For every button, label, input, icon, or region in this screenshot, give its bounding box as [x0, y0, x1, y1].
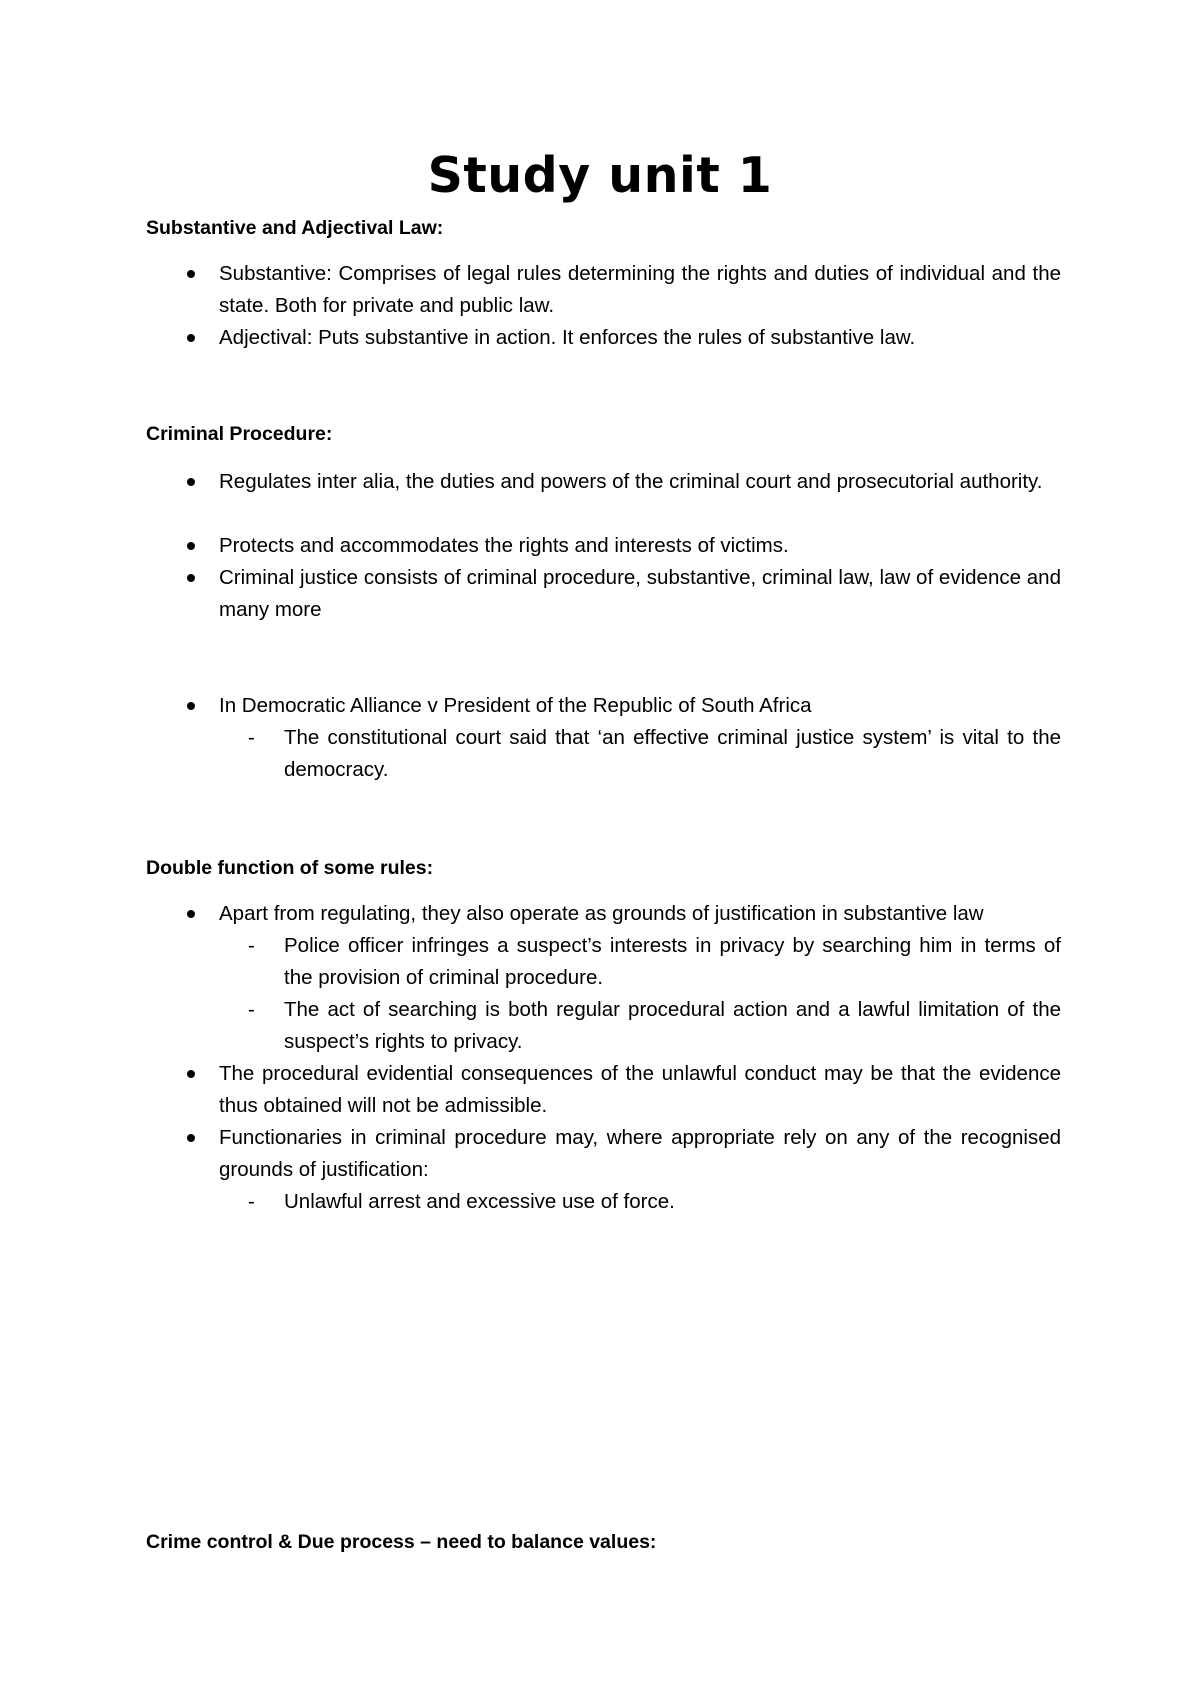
- sub-list-item: - The constitutional court said that ‘an effective criminal justice system’ is vital to the democracy.: [284, 722, 1061, 786]
- page-title: Study unit 1: [427, 147, 773, 204]
- list-item: Protects and accommodates the rights and interests of victims.: [219, 530, 1061, 562]
- list-item: Regulates inter alia, the duties and powers of the criminal court and prosecutorial authority.: [219, 466, 1061, 498]
- list-item: Adjectival: Puts substantive in action. It enforces the rules of substantive law.: [219, 322, 1061, 354]
- list-item: In Democratic Alliance v President of the Republic of South Africa: [219, 690, 1061, 722]
- section-heading-double-function: Double function of some rules:: [146, 857, 434, 879]
- list-item: The procedural evidential consequences of the unlawful conduct may be that the evidence thus obtained will not be admissible.: [219, 1058, 1061, 1122]
- sub-list-item: - Unlawful arrest and excessive use of force.: [284, 1186, 1061, 1218]
- list-item: Substantive: Comprises of legal rules determining the rights and duties of individual and the state. Both for private and public law.: [219, 258, 1061, 322]
- list-item: Criminal justice consists of criminal procedure, substantive, criminal law, law of evidence and many more: [219, 562, 1061, 626]
- list-item: Apart from regulating, they also operate as grounds of justification in substantive law: [219, 898, 1061, 930]
- sub-list-item: - Police officer infringes a suspect’s interests in privacy by searching him in terms of the provision of criminal procedure.: [284, 930, 1061, 994]
- sub-list-item: - The act of searching is both regular procedural action and a lawful limitation of the suspect’s rights to privacy.: [284, 994, 1061, 1058]
- section-heading-substantive-adjectival: Substantive and Adjectival Law:: [146, 217, 444, 239]
- list-item: Functionaries in criminal procedure may, where appropriate rely on any of the recognised grounds of justification:: [219, 1122, 1061, 1186]
- section-heading-criminal-procedure: Criminal Procedure:: [146, 423, 333, 445]
- section-heading-crime-control: Crime control & Due process – need to balance values:: [146, 1531, 657, 1553]
